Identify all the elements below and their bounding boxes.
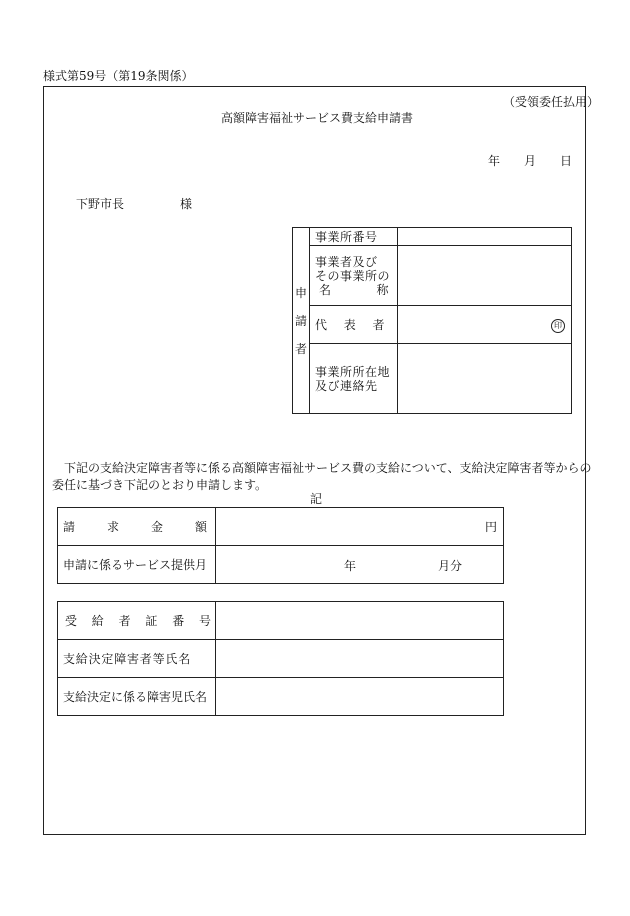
office-number-field[interactable] [398, 228, 572, 246]
office-number-label: 事業所番号 [310, 228, 398, 246]
applicant-table [292, 227, 572, 414]
yen-unit: 円 [484, 520, 497, 534]
representative-field[interactable] [398, 306, 572, 344]
date-year-label: 年 [488, 154, 501, 168]
child-name-field[interactable] [216, 678, 504, 716]
applicant-side-label: 申 請 者 [293, 228, 310, 414]
body-text-line2: 委任に基づき下記のとおり申請します。 [52, 478, 268, 492]
business-name-field[interactable] [398, 246, 572, 306]
form-title: 高額障害福祉サービス費支給申請書 [221, 111, 414, 125]
amount-label: 請 求 金 額 [58, 508, 216, 546]
recipient-name-label: 支給決定障害者等氏名 [58, 640, 216, 678]
form-number: 様式第59号（第19条関係） [43, 69, 194, 83]
date-day-label: 日 [560, 154, 573, 168]
certificate-number-label: 受 給 者 証 番 号 [58, 602, 216, 640]
addressee-name: 下野市長 [76, 197, 125, 211]
date-month-label: 月 [524, 154, 537, 168]
seal-mark: 印 [551, 319, 565, 333]
body-text-line1: 下記の支給決定障害者等に係る高額障害福祉サービス費の支給について、支給決定障害者等からの [64, 461, 592, 475]
recipient-name-field[interactable] [216, 640, 504, 678]
business-name-label: 事業者及び その事業所の 名 称 [310, 246, 398, 306]
addressee-honorific: 様 [180, 197, 193, 211]
service-month-unit: 月分 [438, 559, 463, 573]
delegation-note: （受領委任払用） [503, 95, 600, 109]
ki-label: 記 [310, 492, 323, 506]
representative-label: 代 表 者 [310, 306, 398, 344]
child-name-label: 支給決定に係る障害児氏名 [58, 678, 216, 716]
service-year-label: 年 [344, 559, 357, 573]
recipient-table [57, 601, 504, 716]
office-address-label: 事業所所在地 及び連絡先 [310, 344, 398, 414]
service-month-label: 申請に係るサービス提供月 [58, 546, 216, 584]
office-address-field[interactable] [398, 344, 572, 414]
service-month-field[interactable] [216, 546, 504, 584]
amount-table [57, 507, 504, 584]
amount-field[interactable] [216, 508, 504, 546]
certificate-number-field[interactable] [216, 602, 504, 640]
